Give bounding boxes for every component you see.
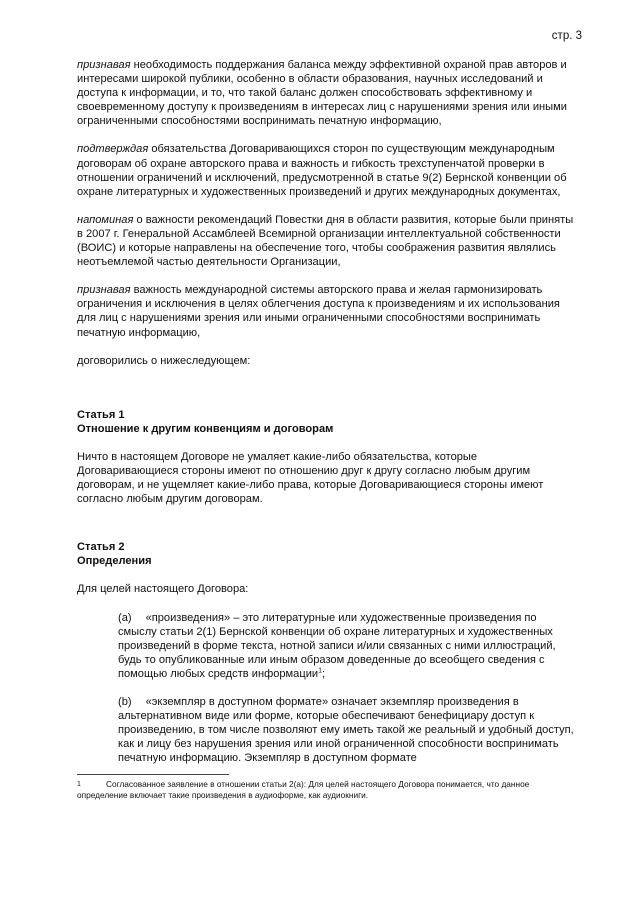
preamble-lead-4: признавая xyxy=(77,284,131,297)
article-1-number: Статья 1 xyxy=(77,408,125,421)
preamble-paragraph-4 xyxy=(77,283,577,339)
preamble-lead-1: признавая xyxy=(77,59,131,71)
definition-text-a: «произведения» – это литературные или художественные произведения по смыслу статьи 2(1) Бернской конвенции об охране литературных и художественных произведений в форме текста, нотной записи и/или связанных с ними иллюстраций, будь то опубликованные или иным образом доведенные до всеобщего сведения с помощью любых средств информации xyxy=(118,611,556,680)
preamble-paragraph-2 xyxy=(77,142,577,198)
agreed-line: договорились о нижеследующем: xyxy=(77,354,251,367)
footnote-reference[interactable]: 1 xyxy=(318,667,322,675)
preamble-paragraph-1 xyxy=(77,58,577,128)
footnote-separator xyxy=(77,774,229,775)
article-1-title: Отношение к другим конвенциям и договорам xyxy=(77,422,334,435)
definition-label-a: (a) xyxy=(118,611,132,624)
article-1-text: Ничто в настоящем Договоре не умаляет какие-либо обязательства, которые Договаривающиеся стороны имеют по отношению друг к другу согласно любым другим договорам, и не ущемляет какие-либо права, которые Договаривающиеся стороны имеют согласно любым другим договорам. xyxy=(77,450,544,506)
footnote-text: Согласованное заявление в отношении статьи 2(a): Для целей настоящего Договора понимается, что данное определение включает такие произведения в аудиоформе, как аудиокниги. xyxy=(77,779,530,800)
preamble-paragraph-3 xyxy=(77,213,577,269)
preamble-text-2: обязательства Договаривающихся сторон по существующим международным договорам об охране авторского права и важность и гибкость трехступенчатой проверки в отношении ограничений и исключений, предусмотренной в статье 9(2) Бернской конвенции об охране литературных и художественных произведений и других международных документах, xyxy=(77,143,567,198)
definition-text-b: «экземпляр в доступном формате» означает экземпляр произведения в альтернативном виде или форме, которые обеспечивают бенефициару доступ к произведению, в том числе позволяют ему иметь такой же реальный и удобный доступ, как и лицу без нарушения зрения или иной ограниченной способности воспринимать печатную информацию. Экземпляр в доступном формате xyxy=(118,696,574,765)
article-2-number: Статья 2 xyxy=(77,541,125,554)
article-2-intro: Для целей настоящего Договора: xyxy=(77,583,249,596)
preamble-text-4: важность международной системы авторского права и желая гармонизировать ограничения и исключения в целях облегчения доступа к произведениям и их использования для лиц с нарушениями зрения или иными ограниченными способностями воспринимать печатную информацию, xyxy=(77,284,560,339)
preamble-text-1: необходимость поддержания баланса между эффективной охраной прав авторов и интересами широкой публики, особенно в области образования, научных исследований и доступа к информации, и то, что такой баланс должен способствовать эффективному и своевременному доступу к произведениям в интересах лиц с нарушениями зрения или иными ограниченными способностями воспринимать печатную информацию, xyxy=(77,59,567,128)
article-2-title: Определения xyxy=(77,555,152,568)
preamble-text-3: о важности рекомендаций Повестки дня в области развития, которые были приняты в 2007 г. Генеральной Ассамблеей Всемирной организации интеллектуальной собственности (ВОИС) и которые направлены на обеспечение того, чтобы соображения развития являлись неотъемлемой частью деятельности Организации, xyxy=(77,213,574,269)
preamble-lead-3: напоминая xyxy=(77,213,134,226)
definition-label-b: (b) xyxy=(118,696,132,708)
page-number: стр. 3 xyxy=(551,30,582,42)
definition-item-b xyxy=(118,695,577,765)
definition-item-a xyxy=(118,611,577,681)
document-body xyxy=(77,58,577,779)
footnote-mark: 1 xyxy=(77,781,81,788)
footnote xyxy=(77,779,577,801)
definition-end-a: ; xyxy=(322,667,326,680)
preamble-lead-2: подтверждая xyxy=(77,143,149,156)
